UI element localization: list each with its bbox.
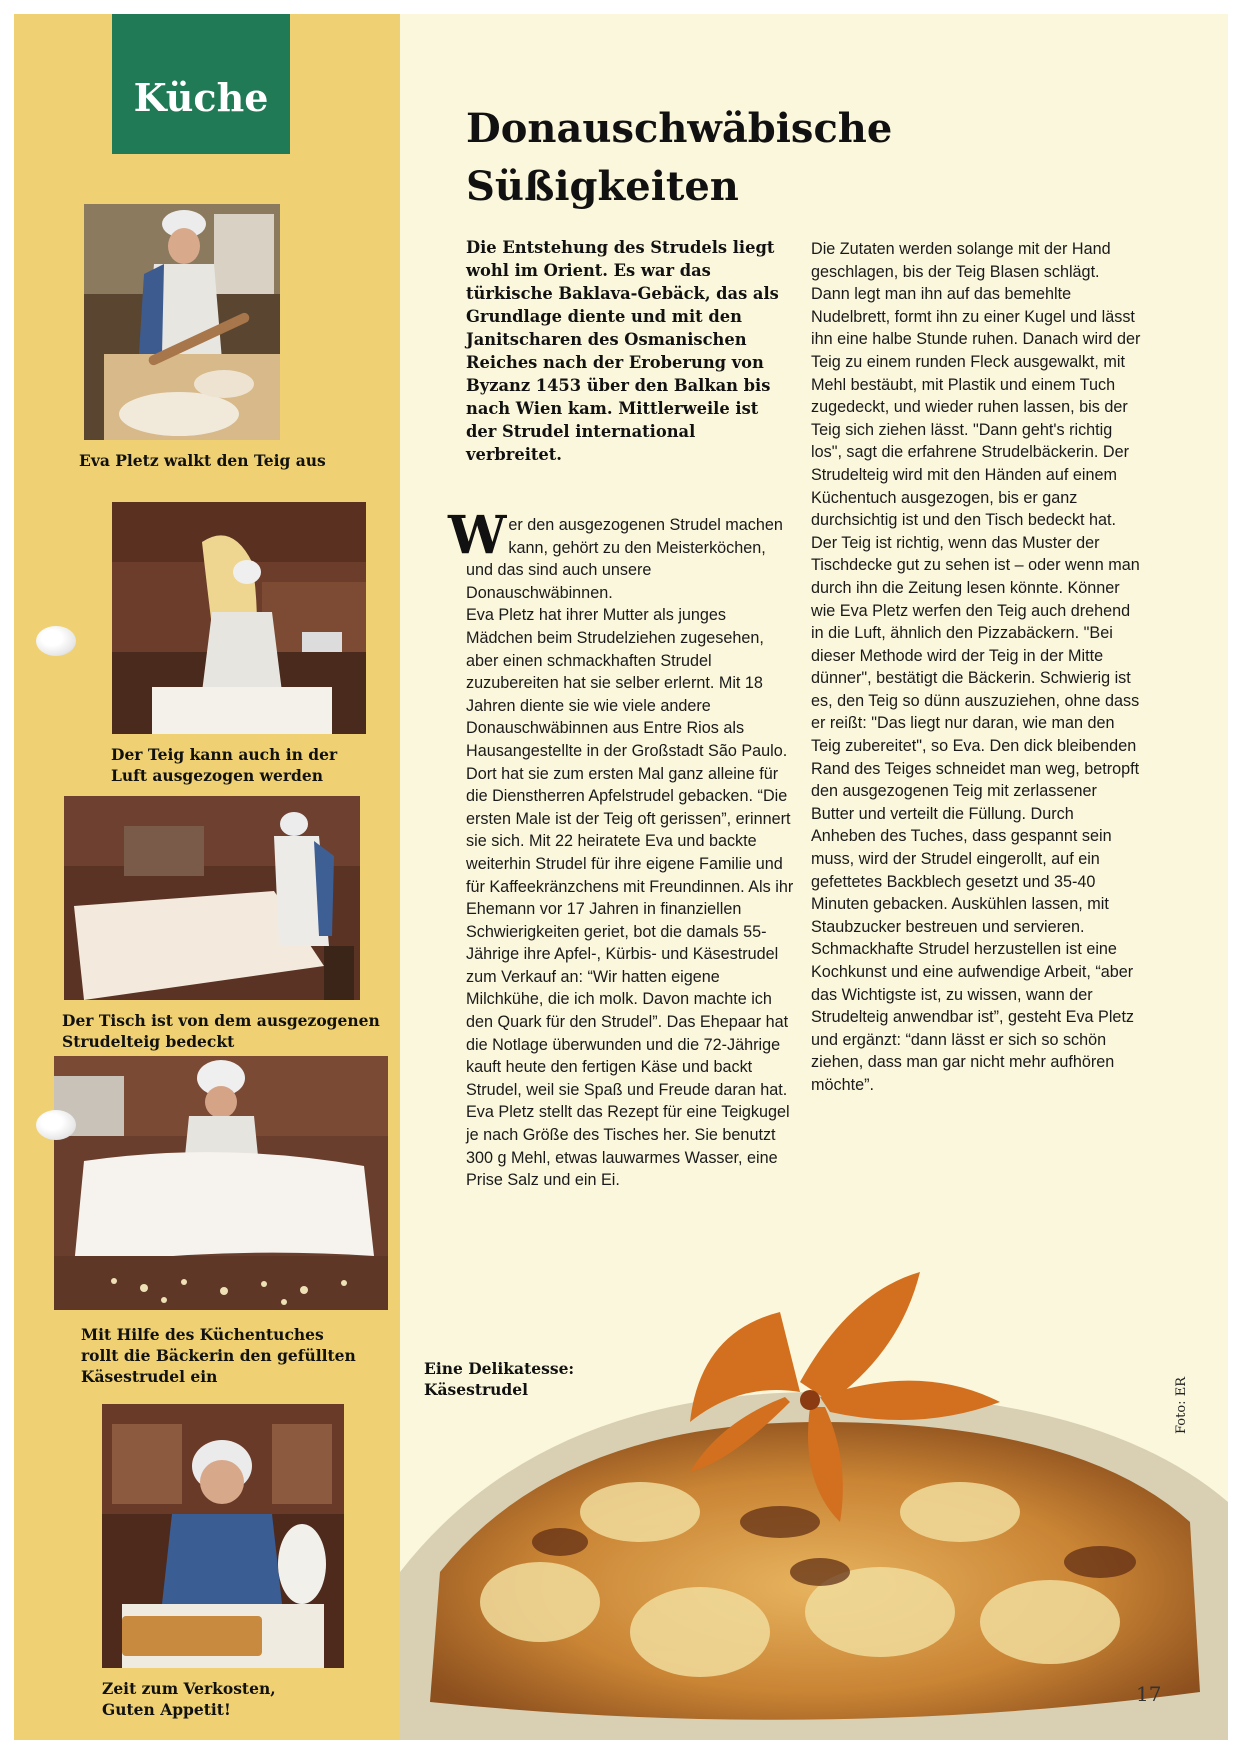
caption-air: [111, 744, 337, 786]
punch-hole-bottom: [36, 1110, 76, 1140]
title-line2: Süßigkeiten: [466, 163, 739, 210]
caption-table-line1: Der Tisch ist von dem ausgezogenen: [62, 1011, 380, 1030]
caption-rolling-strudel-line2: rollt die Bäckerin den gefüllten: [81, 1346, 356, 1365]
photo-rolling-dough: [84, 204, 280, 440]
caption-tasting: [102, 1678, 276, 1720]
caption-air-line2: Luft ausgezogen werden: [111, 766, 323, 785]
article-column-2: Die Zutaten werden solange mit der Hand geschlagen, bis der Teig Blasen schlägt. Dann legt man ihn auf das bemehlte Nudelbrett, formt ihn zu einer Kugel und lässt ihn eine halbe Stunde ruhen. Danach wird der Teig zu einem runden Fleck ausgewalkt, mit Mehl bestäubt, mit Plastik und einem Tuch zugedeckt, und wieder ruhen lassen, bis der Teig sich ziehen lässt. "Dann geht's richtig los", sagt die erfahrene Strudelbäckerin. Der Strudelteig wird mit den Händen auf einem Küchentuch ausgezogen, bis er ganz durchsichtig ist und den Tisch bedeckt hat. Der Teig ist richtig, wenn das Muster der Tischdecke gut zu sehen ist – oder wenn man durch ihn die Zeitung lesen könnte. Könner wie Eva Pletz werfen den Teig auch drehend in die Luft, ähnlich den Pizzabäckern. "Bei dieser Methode wird der Teig in der Mitte dünner", bestätigt die Bäckerin. Schwierig ist es, den Teig so dünn auszuziehen, ohne dass er reißt: "Das liegt nur daran, wie man den Teig zubereitet", so Eva. Den dick bleibenden Rand des Teiges schneidet man weg, betropft den ausgezogenen Teig mit zerlassener Butter und verteilt die Füllung. Durch Anheben des Tuches, dass gespannt sein muss, wird der Strudel eingerollt, auf ein gefettetes Backblech gesetzt und 35-40 Minuten gebacken. Auskühlen lassen, mit Staubzucker bestreuen und servieren. Schmackhafte Strudel herzustellen ist eine Kochkunst und eine aufwendige Arbeit, “aber das Wichtigste ist, zu wissen, wann der Strudelteig anwendbar ist”, gesteht Eva Pletz und ergänzt: “dann lässt er sich so schön ziehen, dass man gar nicht mehr aufhören möchte”.: [811, 240, 1141, 1094]
photo-rolling-strudel: [54, 1056, 388, 1310]
photo-credit: Foto: ER: [1174, 1377, 1189, 1434]
photo-main-strudel: [400, 1272, 1228, 1740]
column1-rest: Eva Pletz hat ihrer Mutter als junges Mädchen beim Strudelziehen zugesehen, aber einen schmackhaften Strudel zuzubereiten hat sie selber erlernt. Mit 18 Jahren diente sie wie viele andere Donauschwäbinnen aus Entre Rios als Hausangestellte in der Großstadt São Paulo. Dort hat sie zum ersten Mal ganz alleine für die Dienstherren Apfelstrudel gebacken. “Die ersten Male ist der Teig oft gerissen”, erinnert sie sich. Mit 22 heiratete Eva und backte weiterhin Strudel für ihre eigene Familie und für Kaffeekränzchens mit Freundinnen. Als ihr Ehemann vor 17 Jahren in finanziellen Schwierigkeiten geriet, bot die damals 55-Jährige ihre Apfel-, Kürbis- und Käsestrudel zum Verkauf an: “Wir hatten eigene Milchkühe, die ich molk. Davon machte ich den Quark für den Strudel”. Das Ehepaar hat die Notlage überwunden und die 72-Jährige kauft heute den fertigen Käse und backt Strudel, weil sie Spaß und Freude daran hat. Eva Pletz stellt das Rezept für eine Teigkugel je nach Größe des Tisches her. Sie benutzt 300 g Mehl, etwas lauwarmes Wasser, eine Prise Salz und ein Ei.: [466, 606, 794, 1190]
article-column-1: [448, 505, 796, 1192]
photo-dough-in-air: [112, 502, 366, 734]
title-line1: Donauschwäbische: [466, 105, 893, 152]
drop-cap: W: [448, 505, 507, 566]
main-caption-line2: Käsestrudel: [424, 1380, 529, 1399]
column1-first: er den ausgezogenen Strudel machen kann, gehört zu den Meisterköchen, und das sind auch unsere Donauschwäbinnen.: [466, 516, 783, 602]
main-caption-line1: Eine Delikatesse:: [424, 1359, 575, 1378]
caption-tasting-line2: Guten Appetit!: [102, 1700, 231, 1719]
photo-table-covered: [64, 796, 360, 1000]
caption-rolling-strudel-line3: Käsestrudel ein: [81, 1367, 218, 1386]
page-title: [466, 100, 1026, 216]
page-number: 17: [1136, 1682, 1162, 1706]
section-tag: Küche: [112, 14, 290, 154]
caption-air-line1: Der Teig kann auch in der: [111, 745, 338, 764]
magazine-page: [14, 14, 1228, 1740]
caption-rolling-strudel-line1: Mit Hilfe des Küchentuches: [81, 1325, 324, 1344]
lead-paragraph: Die Entstehung des Strudels liegt wohl im Orient. Es war das türkische Baklava-Gebäck, das als Grundlage diente und mit den Janitscharen des Osmanischen Reiches nach der Eroberung von Byzanz 1453 über den Balkan bis nach Wien kam. Mittlerweile ist der Strudel international verbreitet.: [466, 238, 779, 464]
caption-tasting-line1: Zeit zum Verkosten,: [102, 1679, 276, 1698]
caption-table: [62, 1010, 380, 1052]
caption-rolling-strudel: [81, 1324, 356, 1387]
caption-rolling: Eva Pletz walkt den Teig aus: [79, 451, 326, 470]
main-photo-caption: [424, 1358, 574, 1400]
caption-table-line2: Strudelteig bedeckt: [62, 1032, 235, 1051]
punch-hole-top: [36, 626, 76, 656]
photo-sidebar: [14, 14, 400, 1740]
photo-tasting: [102, 1404, 344, 1668]
